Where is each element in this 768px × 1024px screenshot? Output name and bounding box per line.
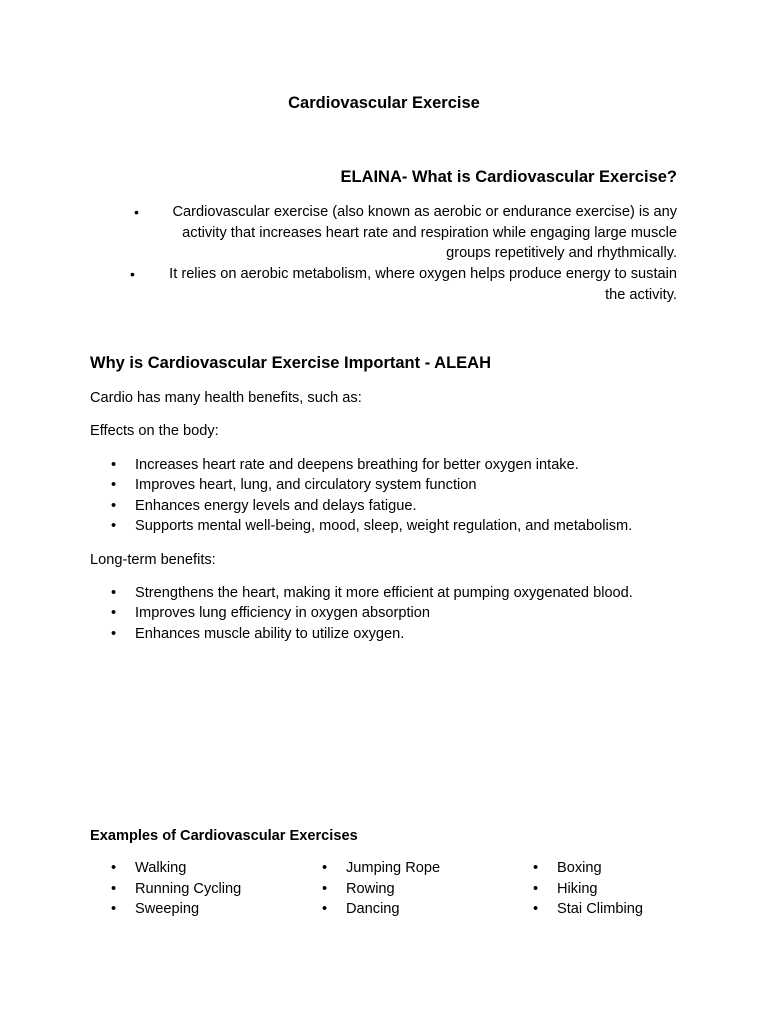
list-item: [130, 264, 677, 305]
section-what-is-heading: ELAINA- What is Cardiovascular Exercise?: [340, 168, 677, 186]
list-item-text: Dancing: [346, 901, 400, 918]
list-item-text: Hiking: [557, 880, 598, 897]
list-item-text: Running Cycling: [135, 880, 242, 897]
bullet-icon: •: [533, 860, 539, 876]
bullet-icon: •: [111, 625, 117, 642]
list-item-text: Supports mental well-being, mood, sleep, weight regulation, and metabolism.: [135, 518, 633, 535]
bullet-icon: •: [533, 880, 539, 897]
importance-intro-text: Cardio has many health benefits, such as:: [90, 390, 362, 406]
list-item: [512, 858, 712, 879]
list-item-text: Rowing: [346, 880, 395, 897]
longterm-label: Long-term benefits:: [90, 552, 216, 568]
list-item-text: Improves lung efficiency in oxygen absorption: [135, 605, 431, 622]
list-item: [130, 202, 677, 264]
bullet-icon: •: [322, 901, 328, 918]
list-item-text: Sweeping: [135, 901, 200, 918]
document-title: Cardiovascular Exercise: [288, 94, 480, 112]
list-item-text: Stai Climbing: [557, 901, 643, 918]
bullet-icon: •: [111, 901, 117, 918]
list-item-text: Walking: [135, 860, 187, 876]
what-is-bullet-list: [130, 202, 677, 306]
bullet-icon: •: [130, 266, 135, 283]
list-item: [512, 899, 712, 920]
list-item-text: Enhances muscle ability to utilize oxygen.: [135, 625, 405, 642]
examples-column-1: [90, 858, 290, 920]
bullet-icon: •: [533, 901, 539, 918]
section-examples-heading: Examples of Cardiovascular Exercises: [90, 828, 358, 844]
list-item-text: Strengthens the heart, making it more efficient at pumping oxygenated blood.: [135, 585, 633, 601]
bullet-icon: •: [111, 585, 117, 601]
list-item: [90, 496, 690, 516]
examples-column-3: [512, 858, 712, 920]
list-item-text: Enhances energy levels and delays fatigue.: [135, 497, 417, 514]
list-item: [90, 603, 690, 623]
list-item: [90, 879, 290, 900]
bullet-icon: •: [134, 204, 139, 220]
list-item: [90, 583, 690, 603]
list-item-text: Cardiovascular exercise (also known as aerobic or endurance exercise) is any activity that increases heart rate and respiration while engaging large muscle groups repetitively and rhythmically.: [172, 204, 677, 262]
list-item: [90, 899, 290, 920]
bullet-icon: •: [111, 860, 117, 876]
bullet-icon: •: [111, 518, 117, 535]
bullet-icon: •: [111, 880, 117, 897]
list-item: [90, 475, 690, 495]
list-item: [512, 879, 712, 900]
bullet-icon: •: [111, 497, 117, 514]
bullet-icon: •: [322, 880, 328, 897]
examples-column-2: [301, 858, 501, 920]
bullet-icon: •: [111, 477, 117, 494]
longterm-bullet-list: [90, 583, 690, 644]
effects-bullet-list: [90, 455, 690, 537]
section-importance-heading: Why is Cardiovascular Exercise Important - ALEAH: [90, 354, 492, 372]
list-item-text: Increases heart rate and deepens breathing for better oxygen intake.: [135, 457, 579, 473]
bullet-icon: •: [111, 457, 117, 473]
list-item-text: Improves heart, lung, and circulatory system function: [135, 477, 477, 494]
effects-label: Effects on the body:: [90, 423, 219, 439]
list-item: [90, 624, 690, 644]
list-item: [301, 899, 501, 920]
bullet-icon: •: [322, 860, 328, 876]
list-item: [90, 858, 290, 879]
list-item: [301, 858, 501, 879]
list-item-text: Boxing: [557, 860, 602, 876]
list-item-text: Jumping Rope: [346, 860, 441, 876]
list-item: [90, 516, 690, 536]
bullet-icon: •: [111, 605, 117, 622]
list-item-text: It relies on aerobic metabolism, where oxygen helps produce energy to sustain the activity.: [169, 266, 677, 303]
list-item: [301, 879, 501, 900]
list-item: [90, 455, 690, 475]
